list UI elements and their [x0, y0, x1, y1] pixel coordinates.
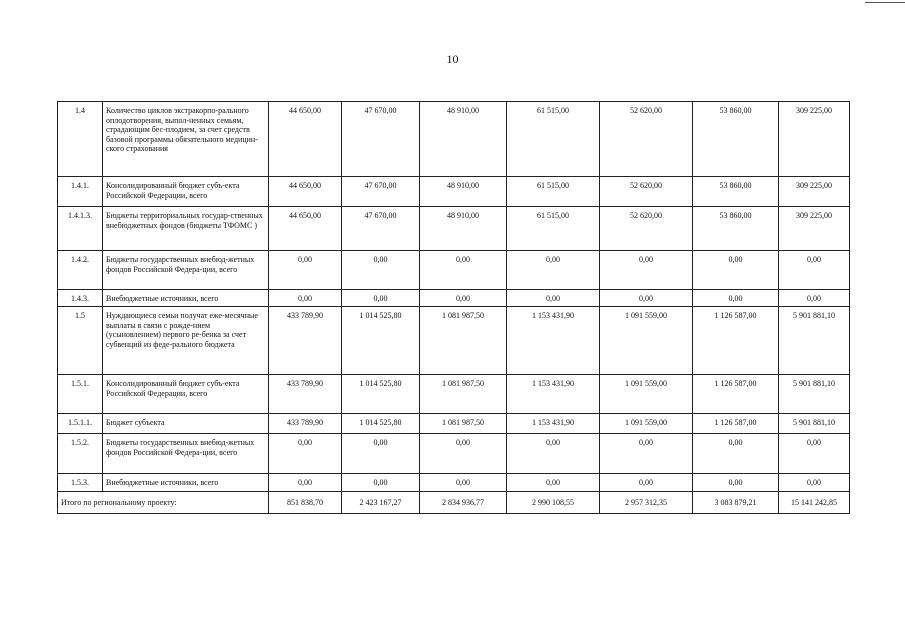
row-value: 1 014 525,80: [342, 375, 420, 414]
row-value: 0,00: [779, 474, 850, 492]
row-value: 44 650,00: [269, 177, 342, 207]
row-value: 309 225,00: [779, 102, 850, 177]
row-name: Нуждающиеся семьи получат еже-месячные выплаты в связи с рожде-нием (усыновлением) первого ре-бенка за счет субвенций из феде-рального бюджета: [103, 307, 269, 375]
row-value: 0,00: [693, 434, 779, 474]
row-value: 0,00: [342, 290, 420, 307]
table-row: [58, 414, 850, 434]
row-value: 0,00: [507, 251, 600, 290]
row-code: 1.4.2.: [58, 251, 103, 290]
row-value: 0,00: [600, 474, 693, 492]
row-value: 48 910,00: [420, 102, 507, 177]
row-value: 1 091 559,00: [600, 375, 693, 414]
row-value: 0,00: [420, 434, 507, 474]
table-row: [58, 375, 850, 414]
row-code: 1.4: [58, 102, 103, 177]
row-name: Консолидированный бюджет субъ-екта Российской Федерации, всего: [103, 177, 269, 207]
row-value: 1 081 987,50: [420, 414, 507, 434]
row-value: 0,00: [269, 474, 342, 492]
row-name: Консолидированный бюджет субъ-екта Российской Федерации, всего: [103, 375, 269, 414]
row-value: 1 081 987,50: [420, 375, 507, 414]
row-name: Количество циклов экстракорпо-рального оплодотворения, выпол-ненных семьям, страдающим бес-плодием, за счет средств базовой программы обязательного медицин-ского страхования: [103, 102, 269, 177]
row-value: 52 620,00: [600, 207, 693, 251]
row-value: 0,00: [269, 434, 342, 474]
row-code: 1.4.1.3.: [58, 207, 103, 251]
total-label: Итого по региональному проекту:: [58, 492, 269, 514]
total-value: 2 957 312,35: [600, 492, 693, 514]
row-value: 47 670,00: [342, 177, 420, 207]
row-value: 433 789,90: [269, 414, 342, 434]
total-value: 851 838,70: [269, 492, 342, 514]
row-value: 433 789,90: [269, 375, 342, 414]
row-value: 52 620,00: [600, 177, 693, 207]
row-name: Бюджеты территориальных государ-ственных внебюджетных фондов (бюджеты ТФОМС ): [103, 207, 269, 251]
row-name: Бюджеты государственных внебюд-жетных фондов Российской Федера-ции, всего: [103, 434, 269, 474]
total-value: 2 423 167,27: [342, 492, 420, 514]
row-value: 1 081 987,50: [420, 307, 507, 375]
row-value: 1 126 587,00: [693, 307, 779, 375]
row-value: 1 153 431,90: [507, 414, 600, 434]
row-value: 1 126 587,00: [693, 414, 779, 434]
row-value: 0,00: [693, 290, 779, 307]
row-code: 1.5: [58, 307, 103, 375]
row-name: Бюджеты государственных внебюд-жетных фондов Российской Федера-ции, всего: [103, 251, 269, 290]
row-value: 53 860,00: [693, 177, 779, 207]
row-value: 5 901 881,10: [779, 375, 850, 414]
row-value: 48 910,00: [420, 207, 507, 251]
row-value: 309 225,00: [779, 177, 850, 207]
total-value: 3 083 879,21: [693, 492, 779, 514]
row-value: 53 860,00: [693, 102, 779, 177]
row-value: 0,00: [420, 290, 507, 307]
table-body: [58, 102, 850, 514]
row-value: 61 515,00: [507, 102, 600, 177]
row-value: 0,00: [507, 290, 600, 307]
row-value: 1 153 431,90: [507, 375, 600, 414]
row-value: 0,00: [342, 474, 420, 492]
row-value: 1 126 587,00: [693, 375, 779, 414]
row-value: 0,00: [420, 251, 507, 290]
row-value: 61 515,00: [507, 207, 600, 251]
row-value: 0,00: [342, 434, 420, 474]
table-row: [58, 307, 850, 375]
row-value: 0,00: [507, 434, 600, 474]
row-value: 0,00: [420, 474, 507, 492]
row-value: 61 515,00: [507, 177, 600, 207]
page-number: 10: [446, 52, 459, 66]
corner-rule: [865, 2, 905, 3]
row-name: Внебюджетные источники, всего: [103, 290, 269, 307]
row-value: 433 789,90: [269, 307, 342, 375]
row-value: 0,00: [269, 290, 342, 307]
row-value: 47 670,00: [342, 207, 420, 251]
table-row: [58, 434, 850, 474]
row-code: 1.5.3.: [58, 474, 103, 492]
row-value: 0,00: [693, 474, 779, 492]
table-row: [58, 207, 850, 251]
table-row: [58, 102, 850, 177]
table-row: [58, 177, 850, 207]
row-value: 1 014 525,80: [342, 307, 420, 375]
row-value: 53 860,00: [693, 207, 779, 251]
row-value: 0,00: [600, 290, 693, 307]
row-value: 44 650,00: [269, 207, 342, 251]
row-value: 309 225,00: [779, 207, 850, 251]
row-value: 52 620,00: [600, 102, 693, 177]
row-value: 0,00: [693, 251, 779, 290]
total-value: 15 141 242,85: [779, 492, 850, 514]
row-code: 1.4.3.: [58, 290, 103, 307]
row-code: 1.5.2.: [58, 434, 103, 474]
total-value: 2 990 108,55: [507, 492, 600, 514]
row-value: 5 901 881,10: [779, 307, 850, 375]
table-row: [58, 474, 850, 492]
row-value: 0,00: [600, 251, 693, 290]
row-value: 0,00: [779, 434, 850, 474]
row-value: 0,00: [342, 251, 420, 290]
row-value: 5 901 881,10: [779, 414, 850, 434]
budget-table: [57, 101, 850, 514]
row-value: 0,00: [600, 434, 693, 474]
row-code: 1.4.1.: [58, 177, 103, 207]
row-code: 1.5.1.: [58, 375, 103, 414]
row-value: 1 153 431,90: [507, 307, 600, 375]
row-value: 47 670,00: [342, 102, 420, 177]
row-value: 1 014 525,80: [342, 414, 420, 434]
total-row: [58, 492, 850, 514]
row-value: 48 910,00: [420, 177, 507, 207]
row-value: 0,00: [269, 251, 342, 290]
row-value: 1 091 559,00: [600, 414, 693, 434]
row-value: 0,00: [779, 290, 850, 307]
row-value: 1 091 559,00: [600, 307, 693, 375]
row-value: 44 650,00: [269, 102, 342, 177]
row-name: Бюджет субъекта: [103, 414, 269, 434]
total-value: 2 834 936,77: [420, 492, 507, 514]
row-value: 0,00: [507, 474, 600, 492]
table-row: [58, 290, 850, 307]
row-code: 1.5.1.1.: [58, 414, 103, 434]
row-value: 0,00: [779, 251, 850, 290]
table-row: [58, 251, 850, 290]
row-name: Внебюджетные источники, всего: [103, 474, 269, 492]
